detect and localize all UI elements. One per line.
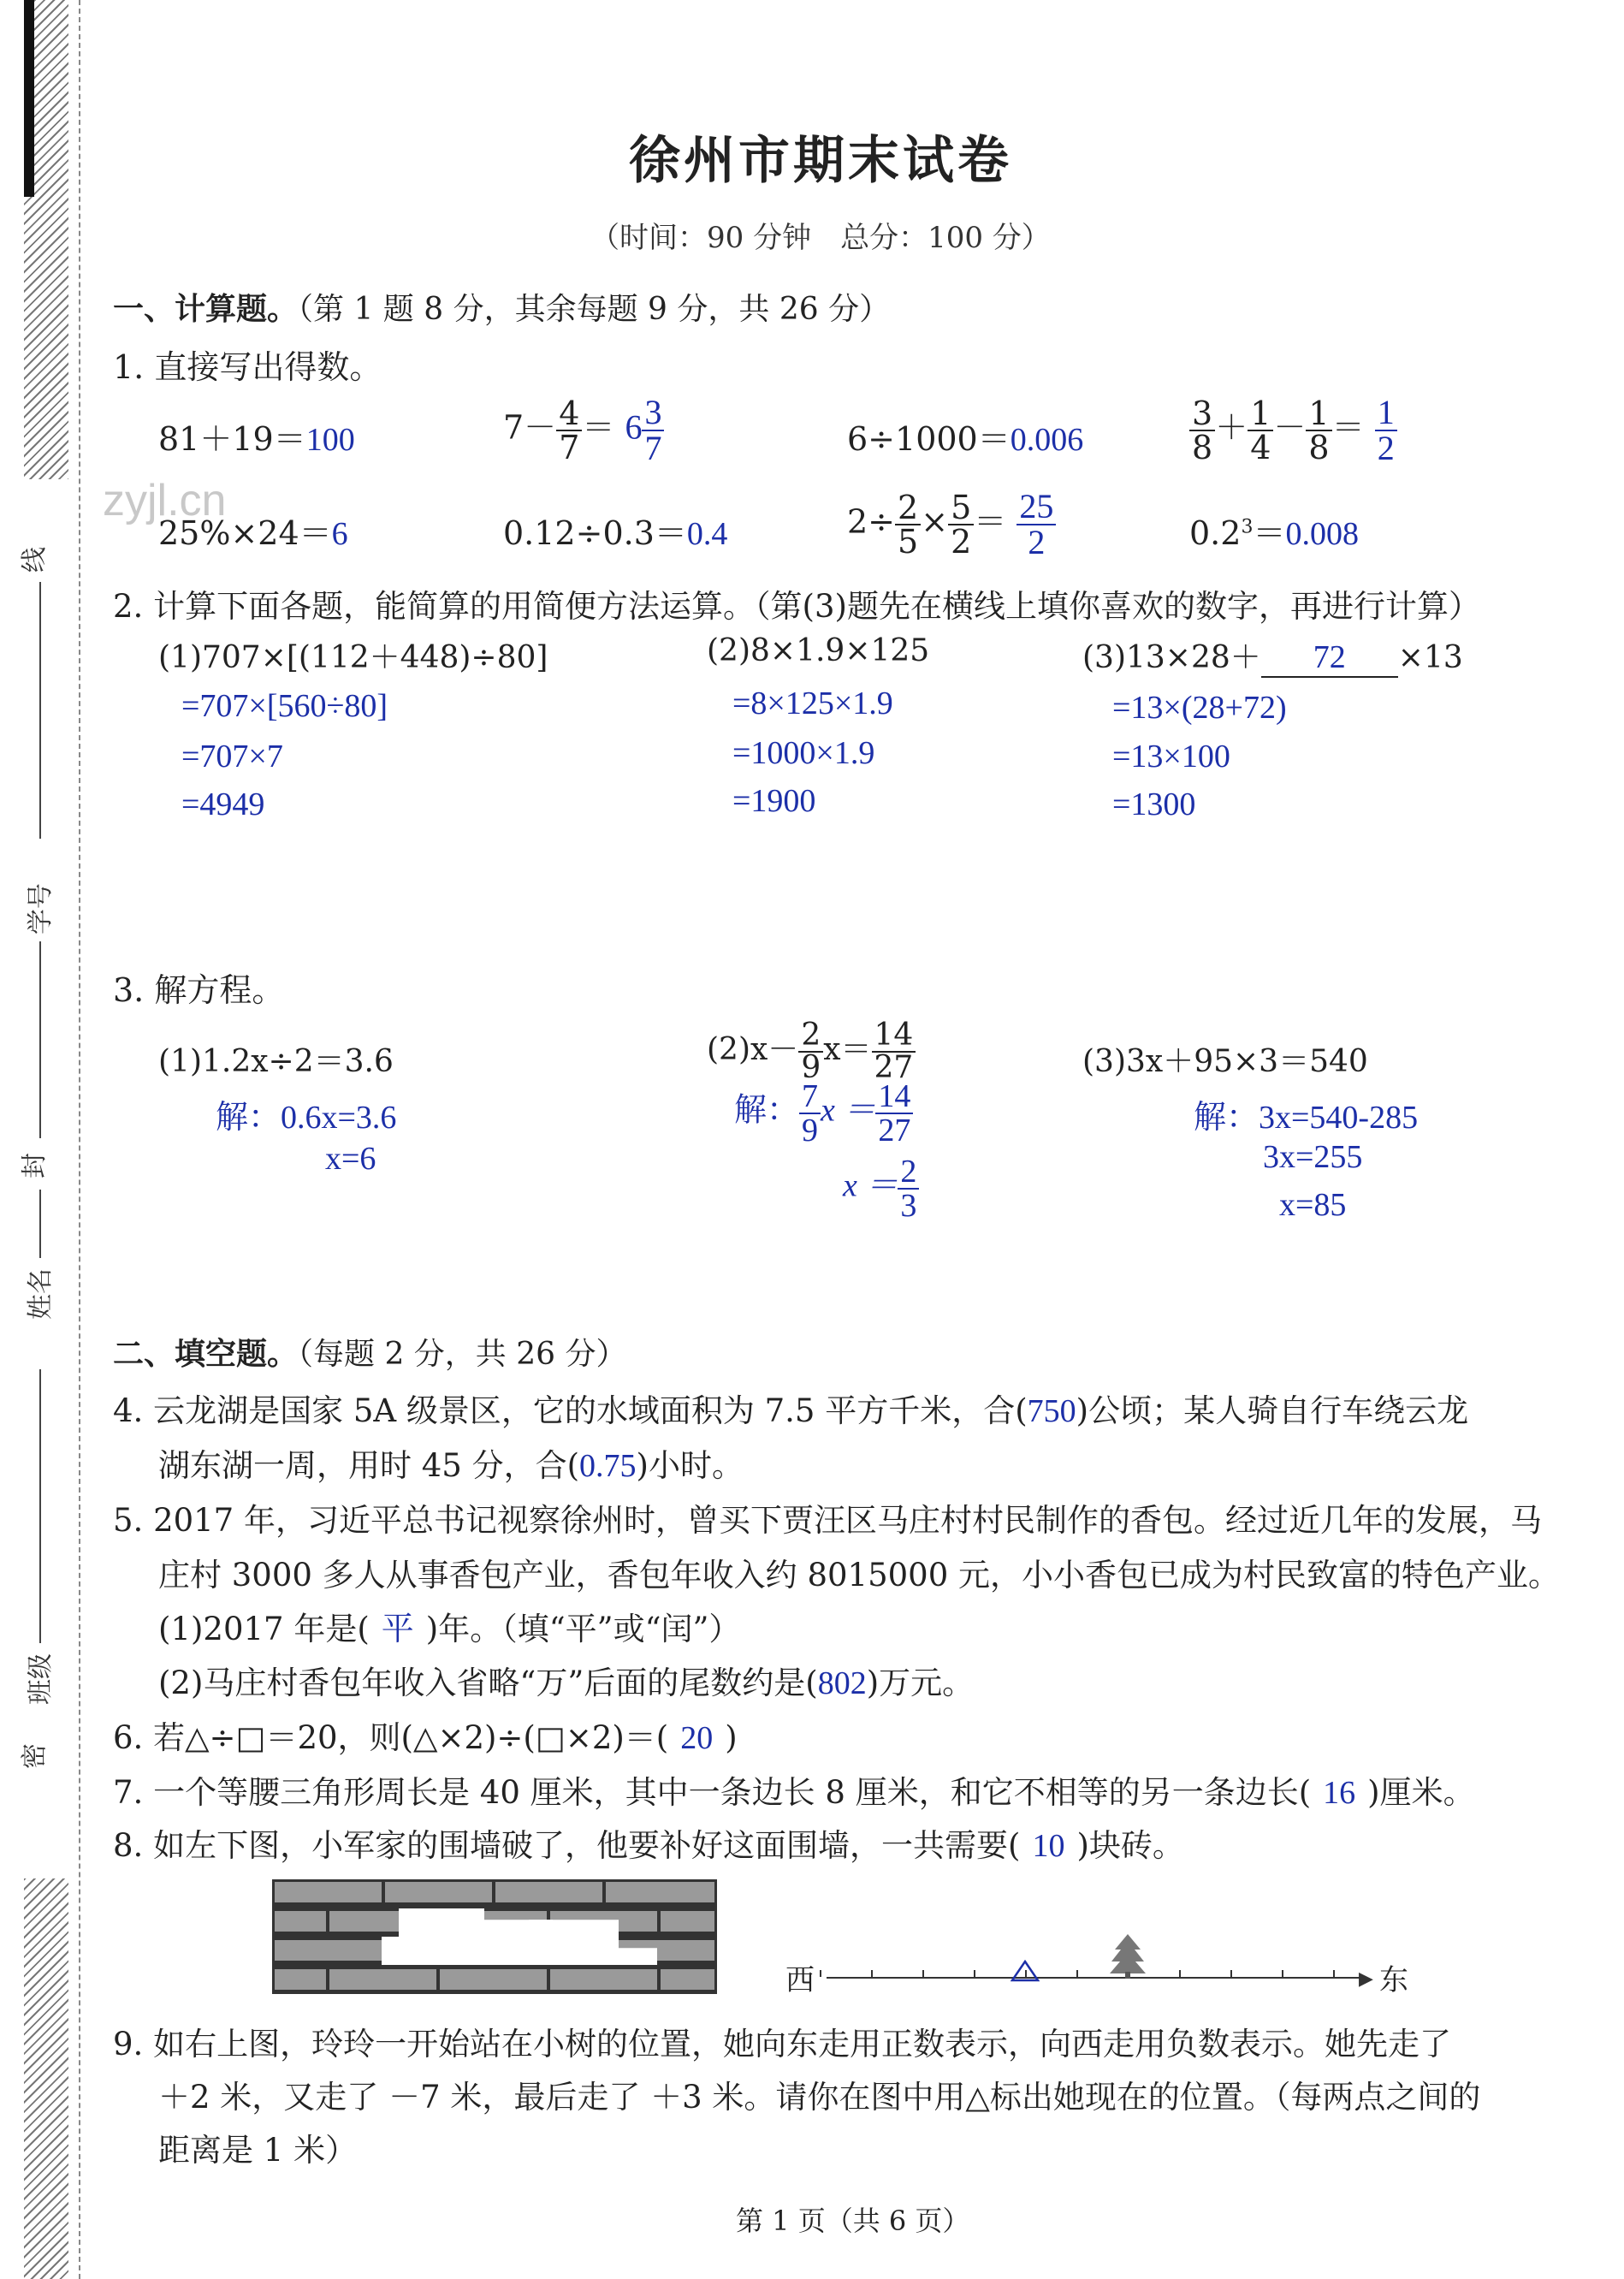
q3-e3-step2: 3x=255 — [1263, 1139, 1363, 1175]
q1-a4-d2: 4 — [1250, 429, 1271, 466]
number-line-tick — [1230, 1970, 1232, 1977]
axis-east-label: 东 — [1379, 1963, 1408, 1997]
q1-b3-answer-fraction — [1016, 487, 1056, 561]
q5-s2-answer: 802 — [817, 1665, 867, 1701]
q7-answer: 16 — [1323, 1775, 1356, 1811]
watermark: zyjl.cn — [103, 476, 227, 525]
q3-e2-s1-den: 9 — [802, 1113, 819, 1148]
q5-line2: 庄村 3000 多人从事香包产业，香包年收入约 8015000 元，小小香包已成为村民致富的特色产业。 — [158, 1557, 1560, 1594]
q2-p3-step1: =13×(28+72) — [1112, 690, 1287, 726]
q5-s1a: (1)2017 年是( — [158, 1611, 370, 1647]
q1-a2-answer-whole: 6 — [625, 407, 643, 447]
q1-b3-frac2 — [948, 489, 974, 561]
q1-a2-den: 7 — [559, 429, 580, 466]
q2-label: 2. 计算下面各题，能简算的用简便方法运算。（第(3)题先在横线上填你喜欢的数字，再进行计算） — [113, 588, 1480, 625]
q1-b4-eq: ＝ — [1253, 514, 1286, 552]
q1-a4-frac1 — [1189, 397, 1215, 464]
q2-p1-step3: =4949 — [181, 786, 265, 822]
q3-e2-step2 — [843, 1155, 919, 1222]
q1-label: 1. 直接写出得数。 — [113, 348, 382, 386]
q4-line2 — [158, 1439, 744, 1486]
brick — [661, 1911, 714, 1932]
q1-b3 — [847, 487, 1056, 561]
q3-e3-step3: x=85 — [1279, 1187, 1347, 1223]
q3-e2-s1-rnum: 14 — [875, 1080, 913, 1114]
q1-a1 — [158, 412, 355, 460]
q1-a4-answer-num: 1 — [1375, 395, 1397, 431]
q2-p3-pre: (3)13×28＋ — [1082, 640, 1261, 675]
q8-line — [113, 1819, 1184, 1866]
q1-b1-expr: 25%×24＝ — [158, 514, 332, 552]
q3-e2-n1: 2 — [798, 1020, 823, 1053]
side-class-label: 班级 — [26, 1653, 56, 1705]
q3-e1-step2: x=6 — [325, 1141, 376, 1177]
q3-e2-d2: 27 — [874, 1050, 914, 1085]
brick-wall-figure — [272, 1879, 717, 1994]
q3-e2-s2-frac — [898, 1155, 919, 1222]
q3-e2-pre: (2)x－ — [707, 1032, 799, 1067]
q9-line3: 距离是 1 米） — [158, 2132, 358, 2169]
q1-a4-frac2 — [1248, 397, 1273, 464]
q4-answer-1: 750 — [1027, 1393, 1076, 1429]
side-student-no-label: 学号 — [26, 883, 56, 935]
q3-e2-s2-num: 2 — [898, 1155, 919, 1190]
q3-e3-expr: (3)3x＋95×3＝540 — [1082, 1044, 1368, 1079]
brick — [275, 1911, 326, 1932]
q1-a4-frac3 — [1306, 397, 1331, 464]
q1-a3-answer: 0.006 — [1010, 422, 1084, 458]
q1-b3-op: × — [921, 502, 949, 541]
q2-p1-step1: =707×[560÷80] — [181, 688, 388, 724]
q3-e2-frac1 — [798, 1020, 823, 1083]
q1-b3-d2: 2 — [951, 523, 972, 561]
q1-a2-answer-num: 3 — [642, 395, 664, 431]
q1-b2-answer: 0.4 — [686, 516, 728, 552]
q3-e2-frac2 — [872, 1020, 916, 1083]
q1-b3-n1: 2 — [895, 491, 921, 525]
q1-b3-d1: 5 — [898, 523, 919, 561]
q1-a4-d3: 8 — [1308, 429, 1330, 466]
q1-b3-n2: 5 — [948, 491, 974, 525]
side-name-label: 姓名 — [26, 1268, 56, 1320]
side-line-label: 线 — [20, 547, 50, 573]
brick — [495, 1882, 602, 1902]
q5-line1: 5. 2017 年，习近平总书记视察徐州时，曾买下贾汪区马庄村村民制作的香包。经过近几年的发展，马 — [113, 1502, 1542, 1539]
side-secret-label: 密 — [20, 1743, 50, 1769]
q1-a4-n2: 1 — [1248, 397, 1273, 431]
q6-line — [113, 1712, 738, 1758]
number-line-tick — [1076, 1970, 1078, 1977]
q1-a3-expr: 6÷1000＝ — [847, 420, 1011, 458]
q1-a3 — [847, 412, 1083, 460]
q3-e2-expr — [707, 1020, 916, 1083]
page-title: 徐州市期末试卷 — [629, 131, 1012, 191]
q3-e2-s1-result-frac — [875, 1080, 913, 1147]
q1-a2-pre: 7－ — [503, 408, 557, 447]
brick — [606, 1882, 714, 1902]
number-line — [827, 1977, 1366, 1979]
q1-a2-answer-fraction — [642, 395, 664, 466]
q1-b4-base: 0.2 — [1189, 514, 1242, 552]
q1-a4-n3: 1 — [1306, 397, 1331, 431]
binding-hatch-bottom — [24, 1878, 68, 2279]
q2-p2-step1: =8×125×1.9 — [732, 685, 893, 721]
number-line-tick — [1179, 1970, 1181, 1977]
q1-b1-answer: 6 — [331, 516, 348, 552]
q3-label: 3. 解方程。 — [113, 971, 285, 1009]
q3-e2-sol-label: 解： — [734, 1092, 800, 1129]
number-line-tick — [974, 1970, 975, 1977]
q4-l2a: 湖东湖一周，用时 45 分，合( — [158, 1447, 580, 1484]
q3-e2-d1: 9 — [801, 1050, 821, 1085]
q7-close: )厘米。 — [1367, 1774, 1475, 1811]
brick — [550, 1969, 657, 1990]
q7-line — [113, 1766, 1475, 1813]
number-line-tick — [922, 1970, 924, 1977]
q1-a2-num: 4 — [556, 397, 582, 431]
side-rule-3 — [39, 1190, 41, 1258]
side-rule-2 — [39, 941, 41, 1138]
q4-answer-2: 0.75 — [579, 1448, 637, 1484]
q5-sub2 — [158, 1657, 974, 1703]
triangle-marker-icon — [1011, 1960, 1040, 1982]
q7-text: 7. 一个等腰三角形周长是 40 厘米，其中一条边长 8 厘米，和它不相等的另一条边长( — [113, 1774, 1312, 1811]
q8-answer: 10 — [1032, 1828, 1065, 1864]
q1-a2 — [503, 395, 664, 466]
q1-a4-d1: 8 — [1192, 429, 1213, 466]
brick — [661, 1969, 714, 1990]
q4-l1a: 4. 云龙湖是国家 5A 级景区，它的水域面积为 7.5 平方千米，合( — [113, 1392, 1028, 1429]
q1-b2-expr: 0.12÷0.3＝ — [503, 514, 687, 552]
q1-a4 — [1189, 395, 1397, 466]
section2-heading: 二、填空题。 — [113, 1336, 299, 1372]
q2-p3-step2: =13×100 — [1112, 739, 1230, 775]
section2-header — [113, 1330, 627, 1374]
q4-l2b: )小时。 — [636, 1447, 744, 1484]
q3-e1-expr: (1)1.2x÷2＝3.6 — [158, 1044, 394, 1079]
number-line-tick — [871, 1970, 873, 1977]
q5-s1b: )年。（填“平”或“闰”） — [425, 1611, 741, 1647]
q1-a4-op2: － — [1273, 408, 1307, 447]
brick-row — [272, 1967, 717, 1992]
q1-b4 — [1189, 507, 1359, 554]
q8-close: )块砖。 — [1076, 1827, 1184, 1864]
side-rule-1 — [39, 582, 41, 839]
brick — [275, 1969, 326, 1990]
q3-e2-s2-den: 3 — [900, 1188, 917, 1224]
q1-b1 — [158, 507, 348, 554]
q2-p3-expr — [1082, 633, 1463, 678]
q3-e1-step1: 解：0.6x=3.6 — [216, 1100, 397, 1136]
q1-b4-answer: 0.008 — [1285, 516, 1359, 552]
q1-a4-eq: ＝ — [1331, 408, 1365, 447]
q5-s2a: (2)马庄村香包年收入省略“万”后面的尾数约是( — [158, 1665, 818, 1701]
q5-sub1 — [158, 1602, 740, 1649]
q2-p3-blank-answer: 72 — [1261, 638, 1398, 678]
page-number: 第 1 页（共 6 页） — [736, 2205, 970, 2237]
q5-s2b: )万元。 — [866, 1665, 975, 1701]
q2-p3-step3: =1300 — [1112, 786, 1196, 822]
section1-note: （第 1 题 8 分，其余每题 9 分，共 26 分） — [298, 292, 891, 327]
q3-e2-s1-var: x ＝ — [821, 1092, 876, 1129]
number-line-tick — [1282, 1970, 1283, 1977]
side-seal-label: 封 — [20, 1153, 50, 1178]
brick — [440, 1969, 547, 1990]
q1-a4-answer-den: 2 — [1377, 429, 1395, 467]
q2-p2-step2: =1000×1.9 — [732, 735, 875, 771]
brick — [275, 1940, 382, 1961]
side-rule-4 — [39, 1369, 41, 1643]
q2-p3-post: ×13 — [1397, 640, 1463, 675]
q1-b3-answer-num: 25 — [1016, 490, 1056, 525]
q3-e2-step1 — [734, 1080, 913, 1147]
cut-line — [79, 0, 80, 2279]
q1-a4-op1: ＋ — [1215, 408, 1248, 447]
q9-line1: 9. 如右上图，玲玲一开始站在小树的位置，她向东走用正数表示，向西走用负数表示。她先走了 — [113, 2026, 1452, 2062]
q8-text: 8. 如左下图，小军家的围墙破了，他要补好这面围墙，一共需要( — [113, 1827, 1021, 1864]
brick — [385, 1882, 492, 1902]
q1-b3-pre: 2÷ — [847, 502, 896, 541]
section2-note: （每题 2 分，共 26 分） — [298, 1337, 627, 1372]
q3-e2-s2-var: x ＝ — [843, 1167, 898, 1204]
q3-e3-step1: 解：3x=540-285 — [1194, 1100, 1419, 1136]
q6-answer: 20 — [680, 1720, 714, 1756]
q1-b4-exp: 3 — [1241, 516, 1254, 538]
q1-a1-expr: 81＋19＝ — [158, 420, 306, 458]
q3-e2-mid: x＝ — [823, 1032, 872, 1067]
q2-p1-expr: (1)707×[(112＋448)÷80] — [158, 640, 548, 675]
q3-e2-s1-num: 7 — [799, 1080, 821, 1114]
number-line-tick — [820, 1970, 821, 1977]
q1-a2-fraction — [556, 397, 582, 464]
q2-p1-step2: =707×7 — [181, 739, 283, 775]
axis-west-label: 西 — [785, 1963, 815, 1997]
q1-b3-answer-den: 2 — [1028, 523, 1046, 561]
binding-black-bar — [24, 0, 34, 197]
page-subtitle: （时间：90 分钟 总分：100 分） — [590, 221, 1051, 255]
q6-text: 6. 若△÷□＝20，则(△×2)÷(□×2)＝( — [113, 1719, 669, 1756]
q1-b3-eq: ＝ — [974, 502, 1007, 541]
q2-p2-step3: =1900 — [732, 783, 816, 819]
section1-heading: 一、计算题。 — [113, 291, 299, 327]
q1-a2-answer-den: 7 — [644, 429, 662, 467]
q6-close: ) — [725, 1719, 738, 1756]
q3-e2-s1-frac — [799, 1080, 821, 1147]
section1-header — [113, 285, 890, 329]
q3-e2-n2: 14 — [872, 1020, 916, 1053]
q1-b2 — [503, 507, 727, 554]
q1-a4-n1: 3 — [1189, 397, 1215, 431]
brick — [275, 1882, 382, 1902]
q3-e2-s1-rden: 27 — [878, 1113, 911, 1148]
q1-a4-answer-fraction — [1375, 395, 1397, 466]
brick — [329, 1969, 436, 1990]
number-line-tick — [1333, 1970, 1335, 1977]
axis-arrow-icon: ▶ — [1359, 1968, 1373, 1990]
q1-a2-eq: ＝ — [582, 408, 615, 447]
brick-row — [272, 1879, 717, 1905]
q4-l1b: )公顷；某人骑自行车绕云龙 — [1076, 1392, 1469, 1429]
q5-s1-answer: 平 — [381, 1611, 414, 1647]
q1-a1-answer: 100 — [305, 422, 355, 458]
q4-line1 — [113, 1385, 1468, 1431]
q2-p2-expr: (2)8×1.9×125 — [707, 633, 930, 668]
tree-icon — [1108, 1934, 1147, 1979]
q9-line2: ＋2 米，又走了 －7 米，最后走了 ＋3 米。请你在图中用△标出她现在的位置。（每两点之间的 — [158, 2079, 1481, 2116]
q1-b3-frac1 — [895, 489, 921, 561]
